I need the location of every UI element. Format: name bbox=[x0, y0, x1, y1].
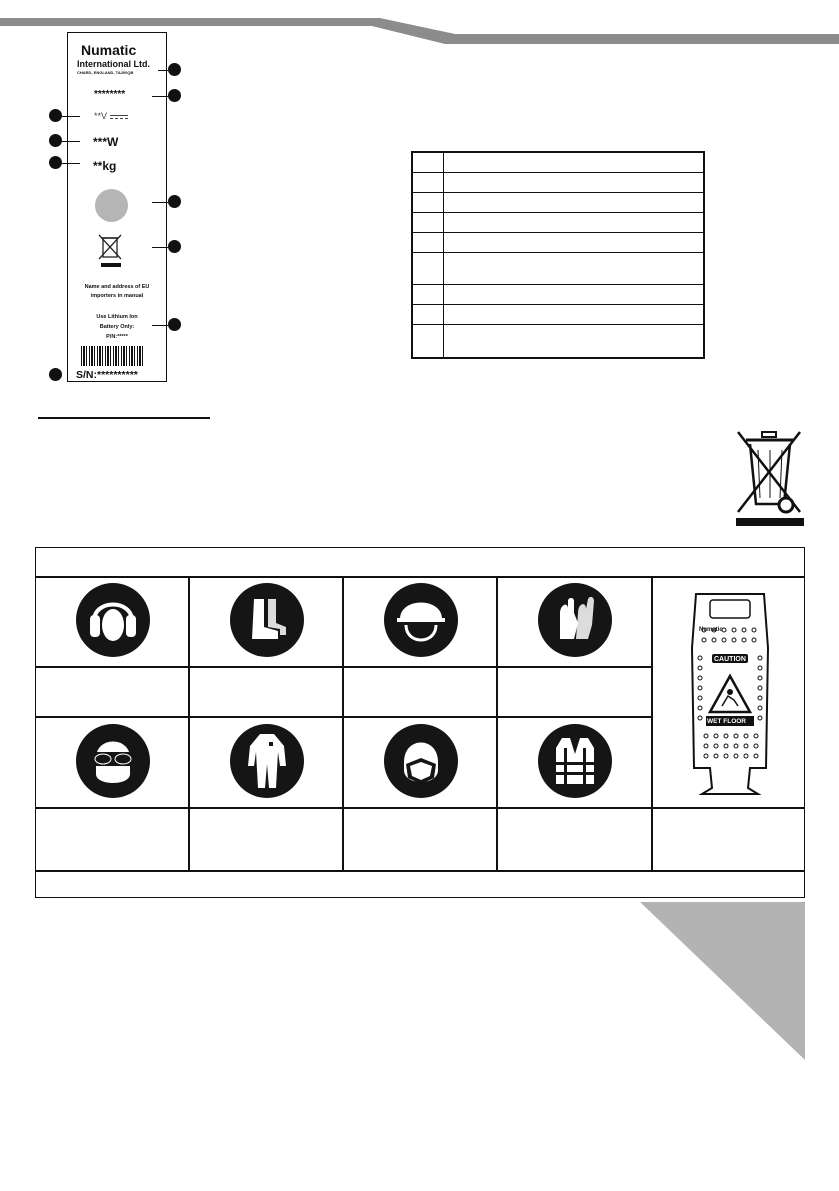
approval-mark bbox=[95, 189, 128, 222]
caution-wet-floor-sign bbox=[688, 588, 772, 800]
label-model-code: ******** bbox=[94, 89, 126, 100]
label-company: International Ltd. bbox=[77, 59, 150, 69]
label-address: CHARD, ENGLAND, TA200QB bbox=[77, 70, 134, 75]
label-weight: **kg bbox=[93, 159, 117, 173]
callout-dot bbox=[49, 368, 62, 381]
protective-gloves-icon bbox=[538, 583, 612, 657]
label-battery-info: Use Lithium Ion Battery Only: P/N:***** bbox=[96, 314, 138, 340]
label-wattage: ***W bbox=[93, 135, 119, 149]
callout-dot bbox=[168, 63, 181, 76]
barcode bbox=[81, 346, 144, 366]
weee-bin-icon bbox=[98, 233, 124, 269]
table-row bbox=[412, 152, 704, 172]
table-row bbox=[412, 252, 704, 284]
label-serial: S/N:********** bbox=[76, 369, 138, 381]
table-row bbox=[412, 192, 704, 212]
table-row bbox=[412, 304, 704, 324]
dc-symbol-dashes bbox=[110, 118, 128, 120]
table-row bbox=[412, 212, 704, 232]
hi-vis-vest-icon bbox=[538, 724, 612, 798]
rating-label bbox=[67, 32, 167, 382]
callout-dot bbox=[168, 318, 181, 331]
label-eu-importer: Name and address of EU importers in manual bbox=[84, 284, 150, 299]
table-row bbox=[412, 172, 704, 192]
hard-hat-icon bbox=[384, 583, 458, 657]
ppe-table bbox=[35, 547, 805, 898]
section-heading-rule bbox=[38, 417, 210, 419]
dust-mask-icon bbox=[384, 724, 458, 798]
page-corner-triangle bbox=[640, 902, 805, 1060]
label-voltage: **V bbox=[94, 111, 108, 121]
sign-logo: Numatic bbox=[699, 627, 723, 633]
sign-caution-text: CAUTION bbox=[714, 656, 746, 663]
callout-dot bbox=[49, 134, 62, 147]
ear-protection-icon bbox=[76, 583, 150, 657]
safety-boots-icon bbox=[230, 583, 304, 657]
callout-dot bbox=[49, 109, 62, 122]
callout-dot bbox=[168, 89, 181, 102]
label-brand: Numatic bbox=[81, 42, 137, 58]
safety-goggles-icon bbox=[76, 724, 150, 798]
table-row bbox=[412, 232, 704, 252]
callout-dot bbox=[168, 240, 181, 253]
protective-overall-icon bbox=[230, 724, 304, 798]
table-row bbox=[412, 284, 704, 304]
label-key-table bbox=[411, 151, 705, 359]
dc-symbol bbox=[110, 115, 128, 116]
sign-wet-floor-text: WET FLOOR bbox=[707, 718, 746, 725]
callout-dot bbox=[168, 195, 181, 208]
table-row bbox=[412, 324, 704, 358]
weee-symbol-icon bbox=[734, 428, 806, 528]
callout-dot bbox=[49, 156, 62, 169]
